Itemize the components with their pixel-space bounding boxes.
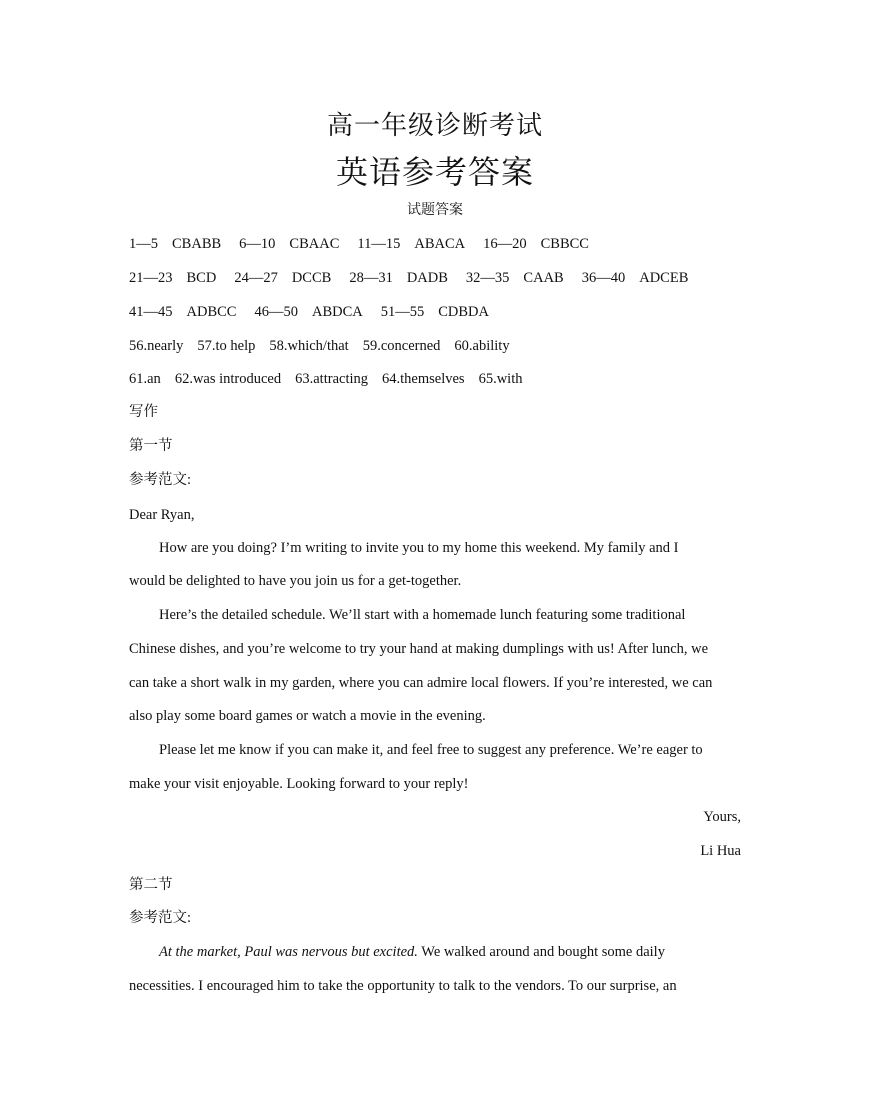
answer-row-4 [129, 336, 510, 356]
story-line [159, 942, 665, 962]
letter-closing: Yours, [703, 809, 741, 825]
fill-answer: 62.was introduced [174, 371, 282, 387]
letter-line: make your visit enjoyable. Looking forward to your reply! [129, 776, 469, 792]
answer-letters: CBAAC [289, 236, 340, 252]
answer-range: 1—5 [129, 236, 158, 252]
answer-key-title: 英语参考答案 [335, 154, 534, 190]
letter-line: Please let me know if you can make it, and feel free to suggest any preference. We’re eager to [159, 742, 703, 758]
section-1-heading: 第一节 [129, 438, 173, 454]
answer-row-1 [129, 234, 589, 254]
story-opening-sentence: At the market, Paul was nervous but excited. [159, 944, 418, 960]
answer-letters: CBBCC [540, 236, 589, 252]
answer-letters: ABDCA [311, 304, 363, 320]
letter-line: How are you doing? I’m writing to invite you to my home this weekend. My family and I [159, 540, 679, 556]
answer-range: 28—31 [349, 270, 393, 286]
answer-letters: ABACA [414, 236, 466, 252]
answer-letters: CAAB [523, 270, 564, 286]
answer-letters: ADCEB [639, 270, 689, 286]
section-2-heading: 第二节 [129, 877, 173, 893]
story-text: We walked around and bought some daily [417, 944, 665, 960]
answer-letters: DCCB [291, 270, 332, 286]
answer-range: 16—20 [483, 236, 527, 252]
letter-line: Here’s the detailed schedule. We’ll start with a homemade lunch featuring some traditional [159, 607, 686, 623]
exam-title: 高一年级诊断考试 [326, 111, 543, 140]
answer-range: 24—27 [234, 270, 278, 286]
answer-letters: ADBCC [186, 304, 237, 320]
letter-line: can take a short walk in my garden, where you can admire local flowers. If you’re interested, we can [129, 675, 713, 691]
letter-line: would be delighted to have you join us for a get-together. [129, 573, 462, 589]
answer-letters: DADB [406, 270, 448, 286]
fill-answer: 57.to help [197, 338, 256, 354]
answer-range: 21—23 [129, 270, 173, 286]
letter-line: Chinese dishes, and you’re welcome to try your hand at making dumplings with us! After lunch, we [129, 641, 709, 657]
answer-letters: CDBDA [438, 304, 489, 320]
fill-answer: 56.nearly [129, 338, 184, 354]
answer-range: 6—10 [239, 236, 276, 252]
fill-answer: 61.an [129, 371, 161, 387]
sample-label: 参考范文: [129, 472, 192, 488]
answer-range: 36—40 [581, 270, 626, 286]
fill-answer: 65.with [478, 371, 523, 387]
answer-letters: BCD [186, 270, 217, 286]
fill-answer: 64.themselves [382, 371, 465, 387]
letter-signature: Li Hua [700, 843, 741, 859]
fill-answer: 63.attracting [295, 371, 369, 387]
story-line: necessities. I encouraged him to take the opportunity to talk to the vendors. To our surprise, an [129, 978, 677, 994]
letter-salutation: Dear Ryan, [129, 507, 195, 523]
answer-row-5 [129, 369, 522, 389]
letter-line: also play some board games or watch a movie in the evening. [129, 708, 486, 724]
writing-label: 写作 [129, 404, 158, 420]
fill-answer: 60.ability [454, 338, 510, 354]
answer-range: 46—50 [254, 304, 298, 320]
answer-range: 51—55 [380, 304, 425, 320]
answer-row-3 [129, 302, 489, 322]
answer-row-2 [129, 268, 688, 288]
answer-range: 41—45 [129, 304, 173, 320]
fill-answer: 58.which/that [269, 338, 349, 354]
answer-letters: CBABB [172, 236, 222, 252]
fill-answer: 59.concerned [362, 338, 441, 354]
answer-range: 11—15 [357, 236, 401, 252]
answers-subtitle: 试题答案 [407, 203, 463, 218]
sample-label-2: 参考范文: [129, 910, 192, 926]
answer-range: 32—35 [465, 270, 510, 286]
